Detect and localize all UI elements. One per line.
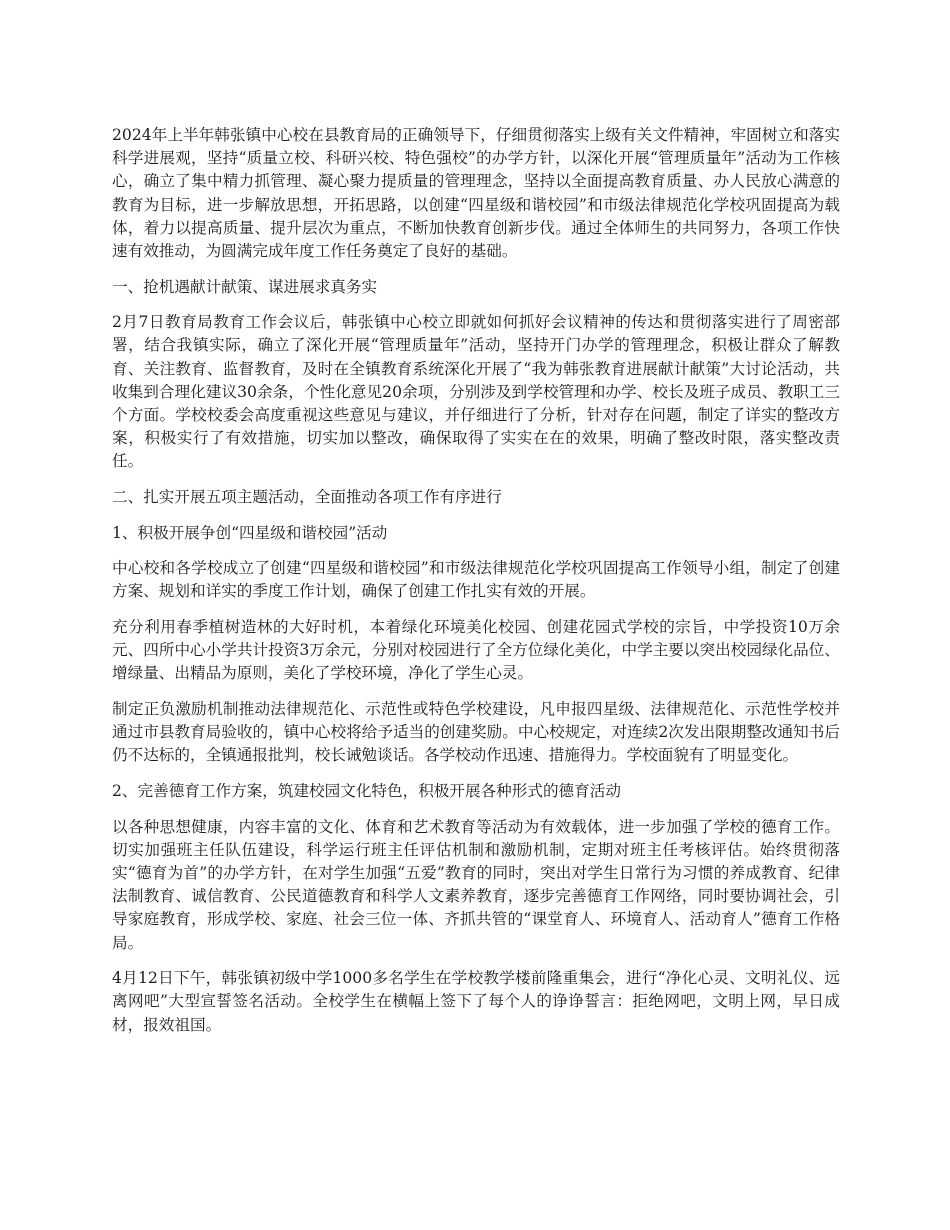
body-paragraph: 2月7日教育局教育工作会议后，韩张镇中心校立即就如何抓好会议精神的传达和贯彻落实进行了周密部署，结合我镇实际，确立了深化开展“管理质量年”活动，坚持开门办学的管理理念，积极让群众了解教育、关注教育、监督教育，及时在全镇教育系统深化开展了“我为韩张教育进展献计献策”大讨论活动，共收集到合理化建议30余条，个性化意见20余项，分别涉及到学校管理和办学、校长及班子成员、教职工三个方面。学校校委会高度重视这些意见与建议，并仔细进行了分析，针对存在问题，制定了详实的整改方案，积极实行了有效措施，切实加以整改，确保取得了实实在在的效果，明确了整改时限，落实整改责任。 bbox=[112, 313, 840, 471]
section-heading-2: 二、扎实开展五项主题活动，全面推动各项工作有序进行 bbox=[112, 488, 502, 507]
body-paragraph: 中心校和各学校成立了创建“四星级和谐校园”和市级法律规范化学校巩固提高工作领导小组，制定了创建方案、规划和详实的季度工作计划，确保了创建工作扎实有效的开展。 bbox=[112, 559, 840, 601]
intro-paragraph: 2024年上半年韩张镇中心校在县教育局的正确领导下，仔细贯彻落实上级有关文件精神，牢固树立和落实科学进展观，坚持“质量立校、科研兴校、特色强校”的办学方针，以深化开展“管理质量年”活动为工作核心，确立了集中精力抓管理、凝心聚力提质量的管理理念，坚持以全面提高教育质量、办人民放心满意的教育为目标，进一步解放思想，开拓思路，以创建“四星级和谐校园”和市级法律规范化学校巩固提高为载体，着力以提高质量、提升层次为重点，不断加快教育创新步伐。通过全体师生的共同努力，各项工作快速有效推动，为圆满完成年度工作任务奠定了良好的基础。 bbox=[112, 126, 840, 261]
body-paragraph: 充分利用春季植树造林的大好时机，本着绿化环境美化校园、创建花园式学校的宗旨，中学投资10万余元、四所中心小学共计投资3万余元，分别对校园进行了全方位绿化美化，中学主要以突出校园绿化品位、增绿量、出精品为原则，美化了学校环境，净化了学生心灵。 bbox=[112, 618, 840, 683]
subsection-heading-2: 2、完善德育工作方案，筑建校园文化特色，积极开展各种形式的德育活动 bbox=[112, 782, 621, 800]
document-body bbox=[112, 124, 840, 1049]
subsection-heading-1: 1、积极开展争创“四星级和谐校园”活动 bbox=[112, 523, 388, 542]
body-paragraph: 制定正负激励机制推动法律规范化、示范性或特色学校建设，凡申报四星级、法律规范化、示范性学校并通过市县教育局验收的，镇中心校将给予适当的创建奖励。中心校规定，对连续2次发出限期整改通知书后仍不达标的，全镇通报批判，校长诫勉谈话。各学校动作迅速、措施得力。学校面貌有了明显变化。 bbox=[112, 700, 840, 765]
body-paragraph: 4月12日下午，韩张镇初级中学1000多名学生在学校教学楼前隆重集会，进行“净化心灵、文明礼仪、远离网吧”大型宣誓签名活动。全校学生在横幅上签下了每个人的诤诤誓言：拒绝网吧，文明上网，早日成材，报效祖国。 bbox=[112, 969, 840, 1034]
body-paragraph: 以各种思想健康，内容丰富的文化、体育和艺术教育等活动为有效载体，进一步加强了学校的德育工作。切实加强班主任队伍建设，科学运行班主任评估机制和激励机制，定期对班主任考核评估。始终贯彻落实“德育为首”的办学方针，在对学生加强“五爱”教育的同时，突出对学生日常行为习惯的养成教育、纪律法制教育、诚信教育、公民道德教育和科学人文素养教育，逐步完善德育工作网络，同时要协调社会，引导家庭教育，形成学校、家庭、社会三位一体、齐抓共管的“课堂育人、环境育人、活动育人”德育工作格局。 bbox=[112, 817, 840, 952]
section-heading-1: 一、抢机遇献计献策、谋进展求真务实 bbox=[112, 277, 378, 296]
